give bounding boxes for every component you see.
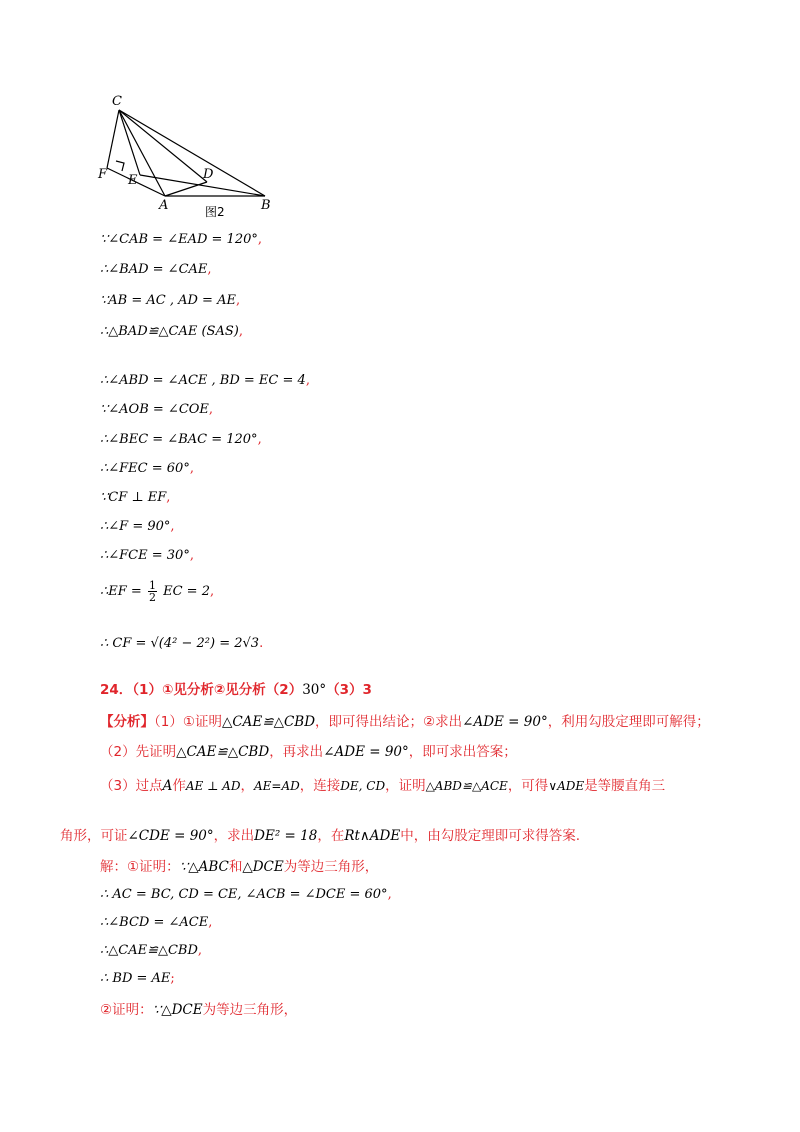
segment-CD (119, 110, 207, 182)
analysis-line-1: 【分析】（1）①证明△CAE≌△CBD，即可得出结论；②求出∠ADE = 90°，利用勾股定理即可解得； (100, 714, 710, 730)
segment-CF (107, 110, 119, 168)
q24-heading: 24．（1）①见分析②见分析（2）30°（3）3 (100, 682, 372, 698)
analysis-line-4: 角形，可证∠CDE = 90°，求出DE² = 18，在Rt∧ADE中，由勾股定理即可求得答案. (60, 828, 581, 844)
label-C: C (112, 94, 122, 109)
proof-line-12: ∴EF = $\frac{1}{2}$ EC = 2, (100, 579, 215, 604)
geometry-figure (95, 92, 285, 222)
segment-AD (165, 182, 207, 196)
right-angle-mark (116, 161, 124, 171)
solution-line-1: 解：①证明：∵△ABC和△DCE为等边三角形， (100, 859, 379, 875)
solution-line-4: ∴△CAE≌△CBD, (100, 943, 203, 958)
proof-line-6: ∵∠AOB = ∠COE, (100, 402, 214, 417)
solution-line-3: ∴∠BCD = ∠ACE, (100, 915, 213, 930)
proof-line-2: ∴∠BAD = ∠CAE, (100, 262, 212, 277)
analysis-line-2: （2）先证明△CAE≌△CBD，再求出∠ADE = 90°，即可求出答案； (100, 744, 517, 760)
solution-line-6: ②证明：∵△DCE为等边三角形， (100, 1002, 298, 1018)
proof-line-11: ∴∠FCE = 30°, (100, 548, 194, 563)
label-D: D (203, 167, 214, 182)
label-E: E (128, 173, 138, 188)
label-A: A (159, 198, 169, 213)
analysis-line-3: （3）过点A作AE ⊥ AD，AE=AD，连接DE, CD，证明△ABD≌△ACE，可得∨ADE是等腰直角三 (100, 778, 666, 794)
solution-line-5: ∴ BD = AE; (100, 971, 175, 986)
proof-line-8: ∴∠FEC = 60°, (100, 461, 194, 476)
figure-caption: 图2 (205, 205, 225, 219)
proof-line-4: ∴△BAD≌△CAE (SAS), (100, 324, 243, 339)
label-F: F (98, 167, 108, 182)
label-B: B (261, 198, 271, 213)
proof-line-7: ∴∠BEC = ∠BAC = 120°, (100, 432, 262, 447)
proof-line-13: ∴ CF = √(4² − 2²) = 2√3. (100, 636, 264, 651)
proof-line-9: ∵CF ⊥ EF, (100, 490, 171, 505)
proof-line-10: ∴∠F = 90°, (100, 519, 175, 534)
segment-CB (119, 110, 265, 196)
proof-line-5: ∴∠ABD = ∠ACE , BD = EC = 4, (100, 373, 310, 388)
proof-line-1: ∵∠CAB = ∠EAD = 120°, (100, 232, 263, 247)
solution-line-2: ∴ AC = BC, CD = CE, ∠ACB = ∠DCE = 60°, (100, 887, 392, 902)
fraction-one-half: $\frac{1}{2}$ (148, 579, 156, 604)
proof-line-3: ∵AB = AC , AD = AE, (100, 293, 241, 308)
